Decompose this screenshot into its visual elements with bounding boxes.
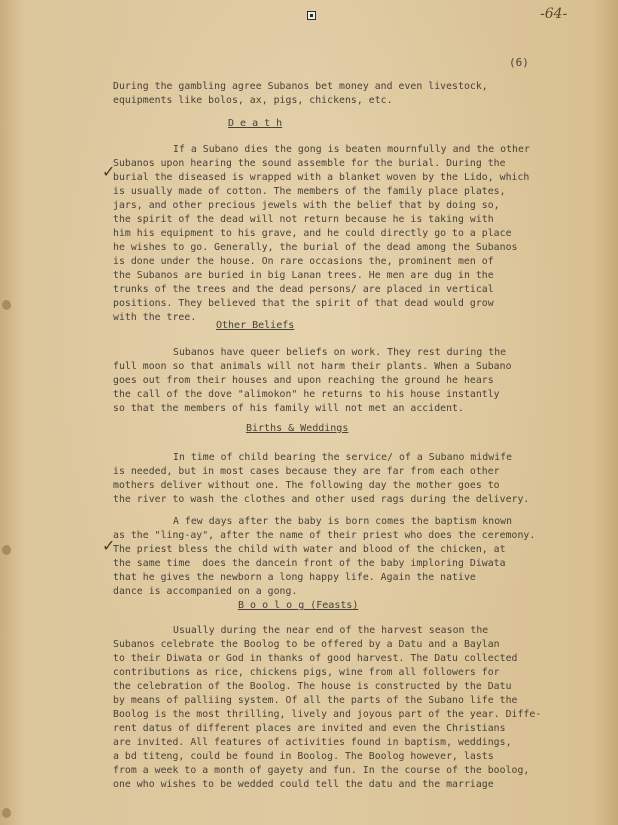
paragraph-line: by means of palliing system. Of all the parts of the Subano life the: [113, 695, 518, 706]
paragraph-line: the celebration of the Boolog. The house is constructed by the Datu: [113, 681, 512, 692]
paragraph-line: The priest bless the child with water and blood of the chicken, at: [113, 544, 506, 555]
paragraph-line: If a Subano dies the gong is beaten mournfully and the other: [173, 144, 530, 155]
page-number: (6): [509, 56, 529, 69]
paragraph-line: Subanos celebrate the Boolog to be offered by a Datu and a Baylan: [113, 639, 500, 650]
paragraph-line: are invited. All features of activities found in baptism, weddings,: [113, 737, 512, 748]
paragraph-line: mothers deliver without one. The following day the mother goes to: [113, 480, 500, 491]
punch-hole: [2, 545, 11, 555]
paragraph-line: Usually during the near end of the harvest season the: [173, 625, 489, 636]
paragraph-line: positions. They believed that the spirit of that dead would grow: [113, 298, 494, 309]
paragraph-line: trunks of the trees and the dead persons/ are placed in vertical: [113, 284, 494, 295]
paragraph-line: the river to wash the clothes and other used rags during the delivery.: [113, 494, 530, 505]
section-heading-other-beliefs: Other Beliefs: [216, 320, 295, 331]
checkmark-icon: ✓: [102, 162, 116, 181]
paragraph-line: that he gives the newborn a long happy life. Again the native: [113, 572, 476, 583]
intro-line: During the gambling agree Subanos bet money and even livestock,: [113, 81, 488, 92]
paragraph-line: A few days after the baby is born comes the baptism known: [173, 516, 513, 527]
paragraph-line: contributions as rice, chickens pigs, wine from all followers for: [113, 667, 500, 678]
paragraph-line: rent datus of different places are invited and even the Christians: [113, 723, 506, 734]
paragraph-line: a bd titeng, could be found in Boolog. The Boolog however, lasts: [113, 751, 494, 762]
section-heading-births-weddings: Births & Weddings: [246, 423, 349, 434]
paragraph-line: so that the members of his family will not met an accident.: [113, 403, 464, 414]
punch-hole: [2, 808, 11, 818]
paragraph-line: is needed, but in most cases because they are far from each other: [113, 466, 500, 477]
paragraph-line: Boolog is the most thrilling, lively and joyous part of the year. Diffe-: [113, 709, 542, 720]
paragraph-line: burial the diseased is wrapped with a blanket woven by the Lido, which: [113, 172, 530, 183]
section-heading-death: D e a t h: [228, 118, 283, 129]
paragraph-line: the same time does the dancein front of the baby imploring Diwata: [113, 558, 506, 569]
paragraph-line: he wishes to go. Generally, the burial of the dead among the Subanos: [113, 242, 518, 253]
paragraph-line: one who wishes to be wedded could tell the datu and the marriage: [113, 779, 494, 790]
paragraph-line: dance is accompanied on a gong.: [113, 586, 298, 597]
section-heading-boolog: B o o l o g (Feasts): [238, 600, 359, 611]
paragraph-line: to their Diwata or God in thanks of good harvest. The Datu collected: [113, 653, 518, 664]
paragraph-line: with the tree.: [113, 312, 197, 323]
paragraph-line: jars, and other precious jewels with the belief that by doing so,: [113, 200, 500, 211]
paragraph-line: goes out from their houses and upon reaching the ground he hears: [113, 375, 494, 386]
paragraph-line: In time of child bearing the service/ of a Subano midwife: [173, 452, 513, 463]
punch-hole: [2, 300, 11, 310]
paragraph-line: from a week to a month of gayety and fun. In the course of the boolog,: [113, 765, 530, 776]
paragraph-line: the call of the dove "alimokon" he returns to his house instantly: [113, 389, 500, 400]
paragraph-line: full moon so that animals will not harm their plants. When a Subano: [113, 361, 512, 372]
paragraph-line: him his equipment to his grave, and he could directly go to a place: [113, 228, 512, 239]
paragraph-line: the Subanos are buried in big Lanan trees. He men are dug in the: [113, 270, 494, 281]
intro-line: equipments like bolos, ax, pigs, chickens, etc.: [113, 95, 393, 106]
checkmark-icon: ✓: [102, 536, 116, 555]
folio-number: -64-: [540, 6, 568, 22]
paragraph-line: the spirit of the dead will not return because he is taking with: [113, 214, 494, 225]
binder-clip-icon: [307, 11, 316, 20]
paragraph-line: is usually made of cotton. The members of the family place plates,: [113, 186, 506, 197]
paragraph-line: as the "ling-ay", after the name of their priest who does the ceremony.: [113, 530, 536, 541]
paragraph-line: Subanos upon hearing the sound assemble for the burial. During the: [113, 158, 506, 169]
paragraph-line: is done under the house. On rare occasions the, prominent men of: [113, 256, 494, 267]
paragraph-line: Subanos have queer beliefs on work. They rest during the: [173, 347, 507, 358]
